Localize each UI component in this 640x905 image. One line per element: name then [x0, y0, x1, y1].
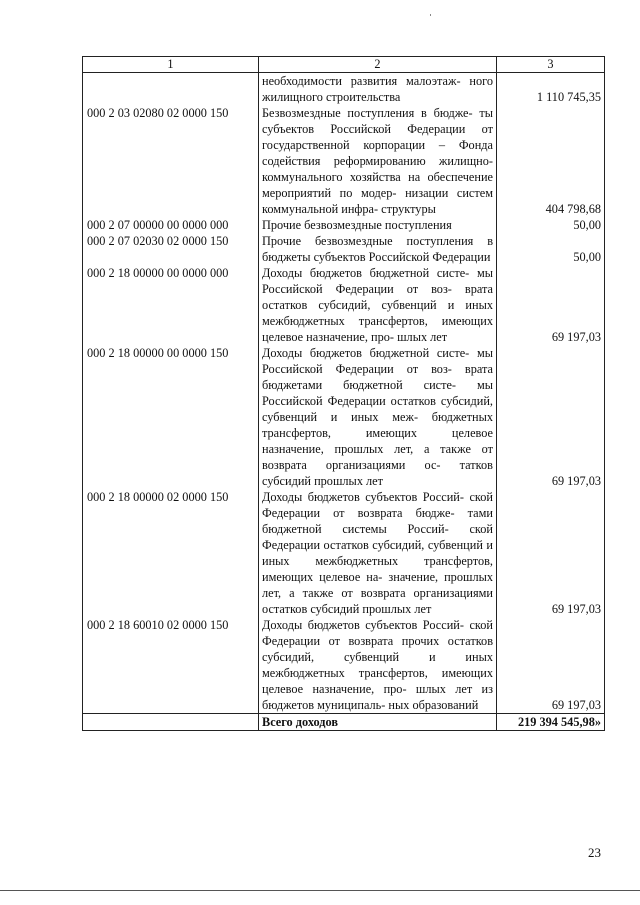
row-description: Безвозмездные поступления в бюдже- ты субъектов Российской Федерации от государственной корпорации – Фонда содействия реформированию жилищно-коммунального хозяйства на обеспечение мероприятий по модер- низации систем коммунальной инфра- структуры: [259, 105, 497, 217]
total-empty-cell: [83, 714, 259, 731]
row-amount: 69 197,03: [497, 489, 605, 617]
row-description: необходимости развития малоэтаж- ного жилищного строительства: [259, 73, 497, 106]
revenue-table: [82, 56, 605, 731]
table-row: [83, 265, 605, 345]
row-description: Доходы бюджетов субъектов Россий- ской Федерации от возврата бюдже- тами бюджетной системы Россий- ской Федерации остатков субсидий, субвенций и иных межбюджетных трансфертов, имеющих целевое на- значение, прошлых лет, а также от возврата организациями остатков субсидий прошлых лет: [259, 489, 497, 617]
row-description: Доходы бюджетов субъектов Россий- ской Федерации от возврата прочих остатков субсидий, субвенций и иных межбюджетных трансфертов, имеющих целевое назначение, про- шлых лет из бюджетов муниципаль- ных образований: [259, 617, 497, 714]
bottom-divider: [0, 890, 640, 891]
row-code: 000 2 18 00000 00 0000 150: [83, 345, 259, 489]
row-amount: 69 197,03: [497, 265, 605, 345]
total-amount: 219 394 545,98»: [497, 714, 605, 731]
total-row: [83, 714, 605, 731]
table-row: [83, 617, 605, 714]
row-amount: 69 197,03: [497, 617, 605, 714]
page-number: 23: [588, 845, 601, 860]
column-header-description: 2: [259, 57, 497, 73]
table-row: [83, 105, 605, 217]
row-code: [83, 73, 259, 106]
column-header-code: 1: [83, 57, 259, 73]
row-code: 000 2 03 02080 02 0000 150: [83, 105, 259, 217]
row-description: Доходы бюджетов бюджетной систе- мы Российской Федерации от воз- врата бюджетами бюджетной систе- мы Российской Федерации остатков субсидий, субвенций и иных меж- бюджетных трансфертов, имеющих целевое назначение, прошлых лет, а также от возврата организациями ос- татков субсидий прошлых лет: [259, 345, 497, 489]
table-row: [83, 73, 605, 106]
table-row: [83, 217, 605, 233]
total-label: Всего доходов: [259, 714, 497, 731]
row-code: 000 2 07 00000 00 0000 000: [83, 217, 259, 233]
row-code: 000 2 18 00000 00 0000 000: [83, 265, 259, 345]
row-description: Прочие безвозмездные поступления: [259, 217, 497, 233]
row-code: 000 2 18 00000 02 0000 150: [83, 489, 259, 617]
table-row: [83, 345, 605, 489]
row-code: 000 2 07 02030 02 0000 150: [83, 233, 259, 265]
scan-speck: [430, 14, 431, 16]
row-amount: 69 197,03: [497, 345, 605, 489]
header-row: [83, 57, 605, 73]
row-amount: 50,00: [497, 233, 605, 265]
row-amount: 1 110 745,35: [497, 73, 605, 106]
row-description: Доходы бюджетов бюджетной систе- мы Российской Федерации от воз- врата остатков субсидий, субвенций и иных межбюджетных трансфертов, имеющих целевое назначение, про- шлых лет: [259, 265, 497, 345]
column-header-amount: 3: [497, 57, 605, 73]
table-row: [83, 489, 605, 617]
row-code: 000 2 18 60010 02 0000 150: [83, 617, 259, 714]
table-row: [83, 233, 605, 265]
row-amount: 404 798,68: [497, 105, 605, 217]
row-amount: 50,00: [497, 217, 605, 233]
row-description: Прочие безвозмездные поступления в бюджеты субъектов Российской Федерации: [259, 233, 497, 265]
